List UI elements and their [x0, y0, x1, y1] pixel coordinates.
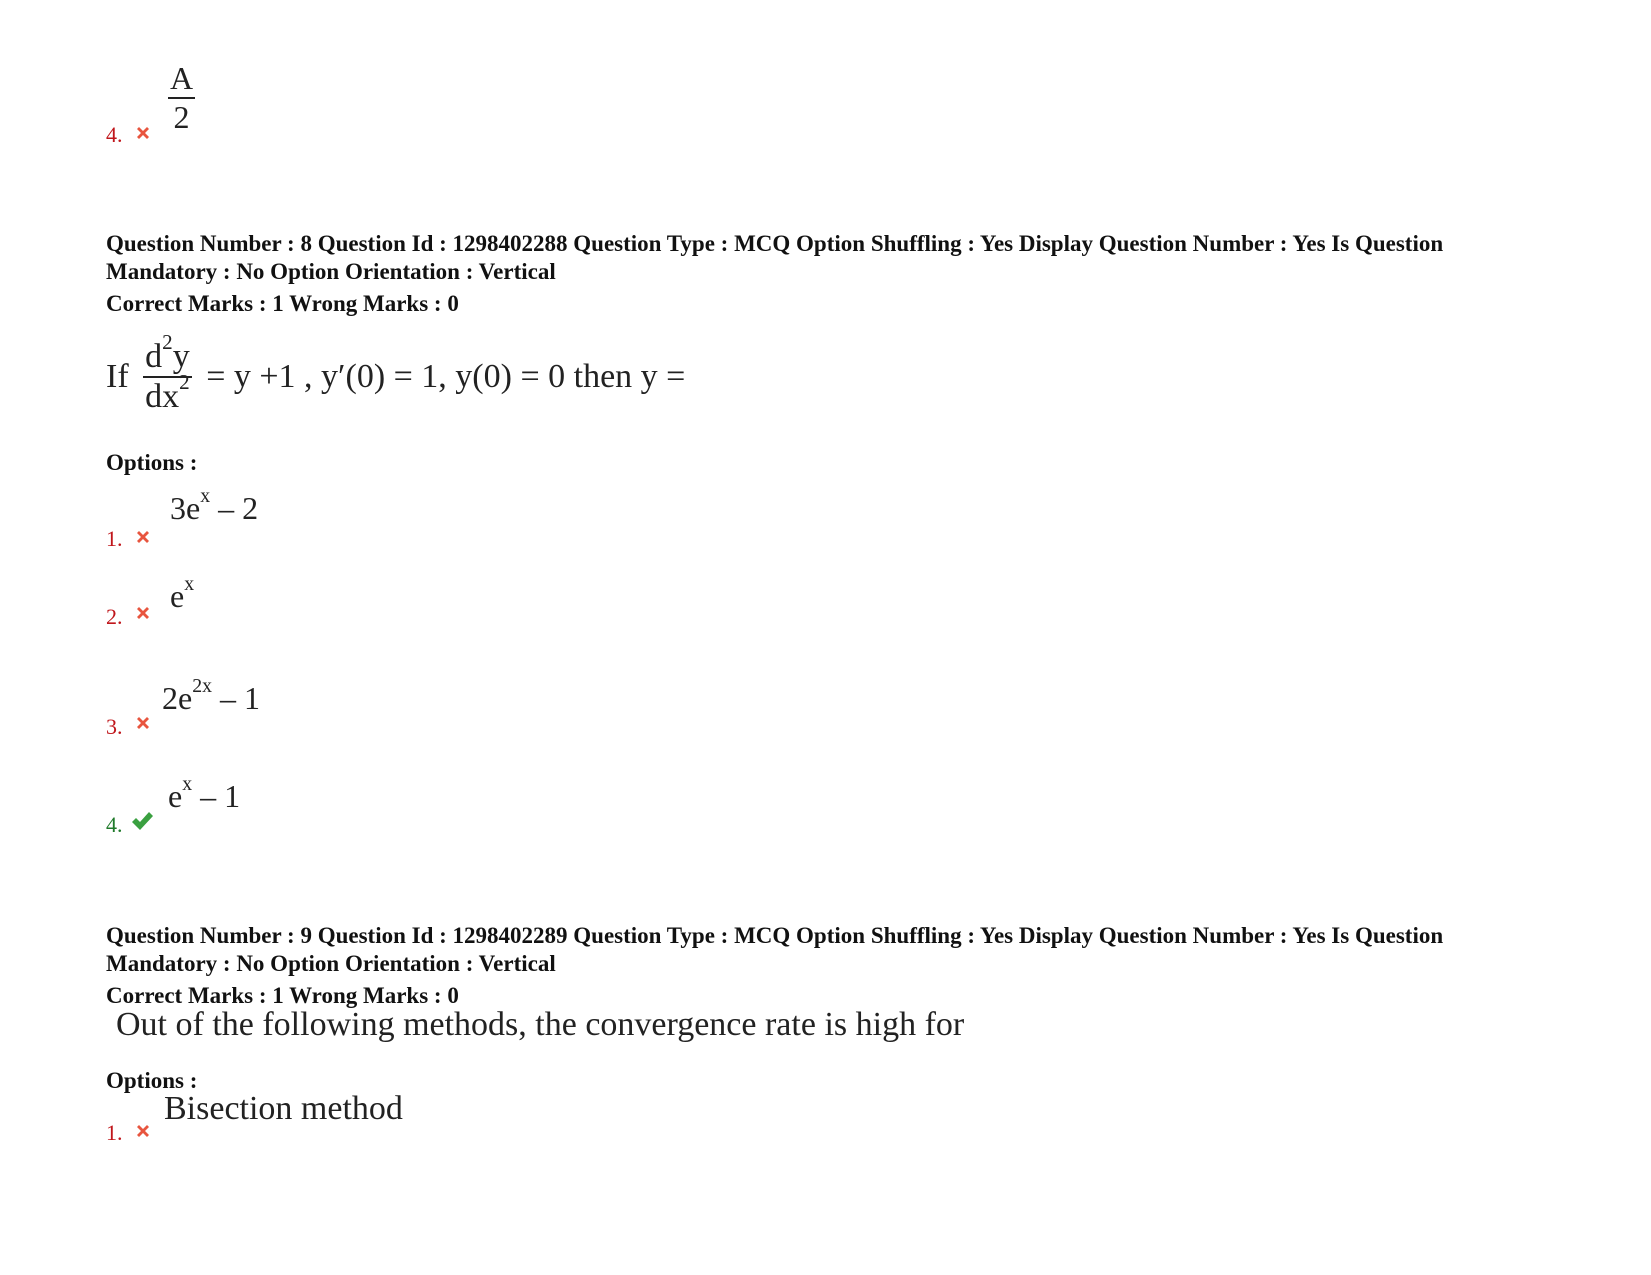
question-meta-line-2: Mandatory : No Option Orientation : Vertical — [106, 259, 556, 284]
option-text: Bisection method — [164, 1090, 403, 1127]
correct-check-icon — [130, 810, 154, 832]
option-number: 4. — [106, 812, 123, 837]
stem-equation: = y +1 , y′(0) = 1, y(0) = 0 then y = — [206, 358, 686, 395]
prev-option-4 — [106, 60, 306, 150]
question-meta-line-1: Question Number : 9 Question Id : 1298402289 Question Type : MCQ Option Shuffling : Yes Display Question Number : Yes Is Question — [106, 923, 1444, 948]
question-meta-line-1: Question Number : 8 Question Id : 1298402288 Question Type : MCQ Option Shuffling : Yes Display Question Number : Yes Is Question — [106, 231, 1444, 256]
option-item — [106, 573, 506, 648]
stem-derivative-fraction — [143, 330, 192, 416]
option-expression: $e^x - 1$ — [168, 773, 241, 814]
option-item — [106, 1090, 606, 1150]
question-9-marks: Correct Marks : 1 Wrong Marks : 0 — [106, 983, 459, 1008]
wrong-cross-icon — [134, 714, 152, 732]
question-8-stem — [106, 330, 686, 416]
fraction-numerator: A — [170, 60, 194, 96]
option-item — [106, 774, 506, 854]
fraction-denominator: 2 — [168, 97, 195, 136]
wrong-cross-icon — [134, 124, 152, 142]
stem-prefix: If — [106, 358, 129, 395]
option-number: 3. — [106, 714, 123, 739]
option-expression: $3e^x - 2$ — [170, 485, 259, 526]
option-item — [106, 480, 506, 560]
option-number: 2. — [106, 604, 123, 629]
option-expression: $2e^{2x} - 1$ — [162, 675, 261, 716]
option-item — [106, 670, 506, 750]
question-9-metadata — [106, 922, 1596, 978]
question-9-stem: Out of the following methods, the convergence rate is high for — [116, 1006, 965, 1043]
options-label: Options : — [106, 1068, 198, 1093]
wrong-cross-icon — [134, 1122, 152, 1140]
option-number: 4. — [106, 122, 123, 147]
option-expression: $e^x$ — [170, 573, 195, 614]
option-number: 1. — [106, 1120, 123, 1145]
question-8-marks: Correct Marks : 1 Wrong Marks : 0 — [106, 291, 459, 316]
fraction-denominator: $dx^2$ — [145, 370, 190, 415]
option-fraction — [168, 60, 195, 136]
options-label: Options : — [106, 450, 198, 475]
fraction-numerator: $d^2y$ — [145, 330, 190, 375]
wrong-cross-icon — [134, 604, 152, 622]
question-meta-line-2: Mandatory : No Option Orientation : Vertical — [106, 951, 556, 976]
question-8-metadata — [106, 230, 1596, 286]
wrong-cross-icon — [134, 528, 152, 546]
option-number: 1. — [106, 526, 123, 551]
